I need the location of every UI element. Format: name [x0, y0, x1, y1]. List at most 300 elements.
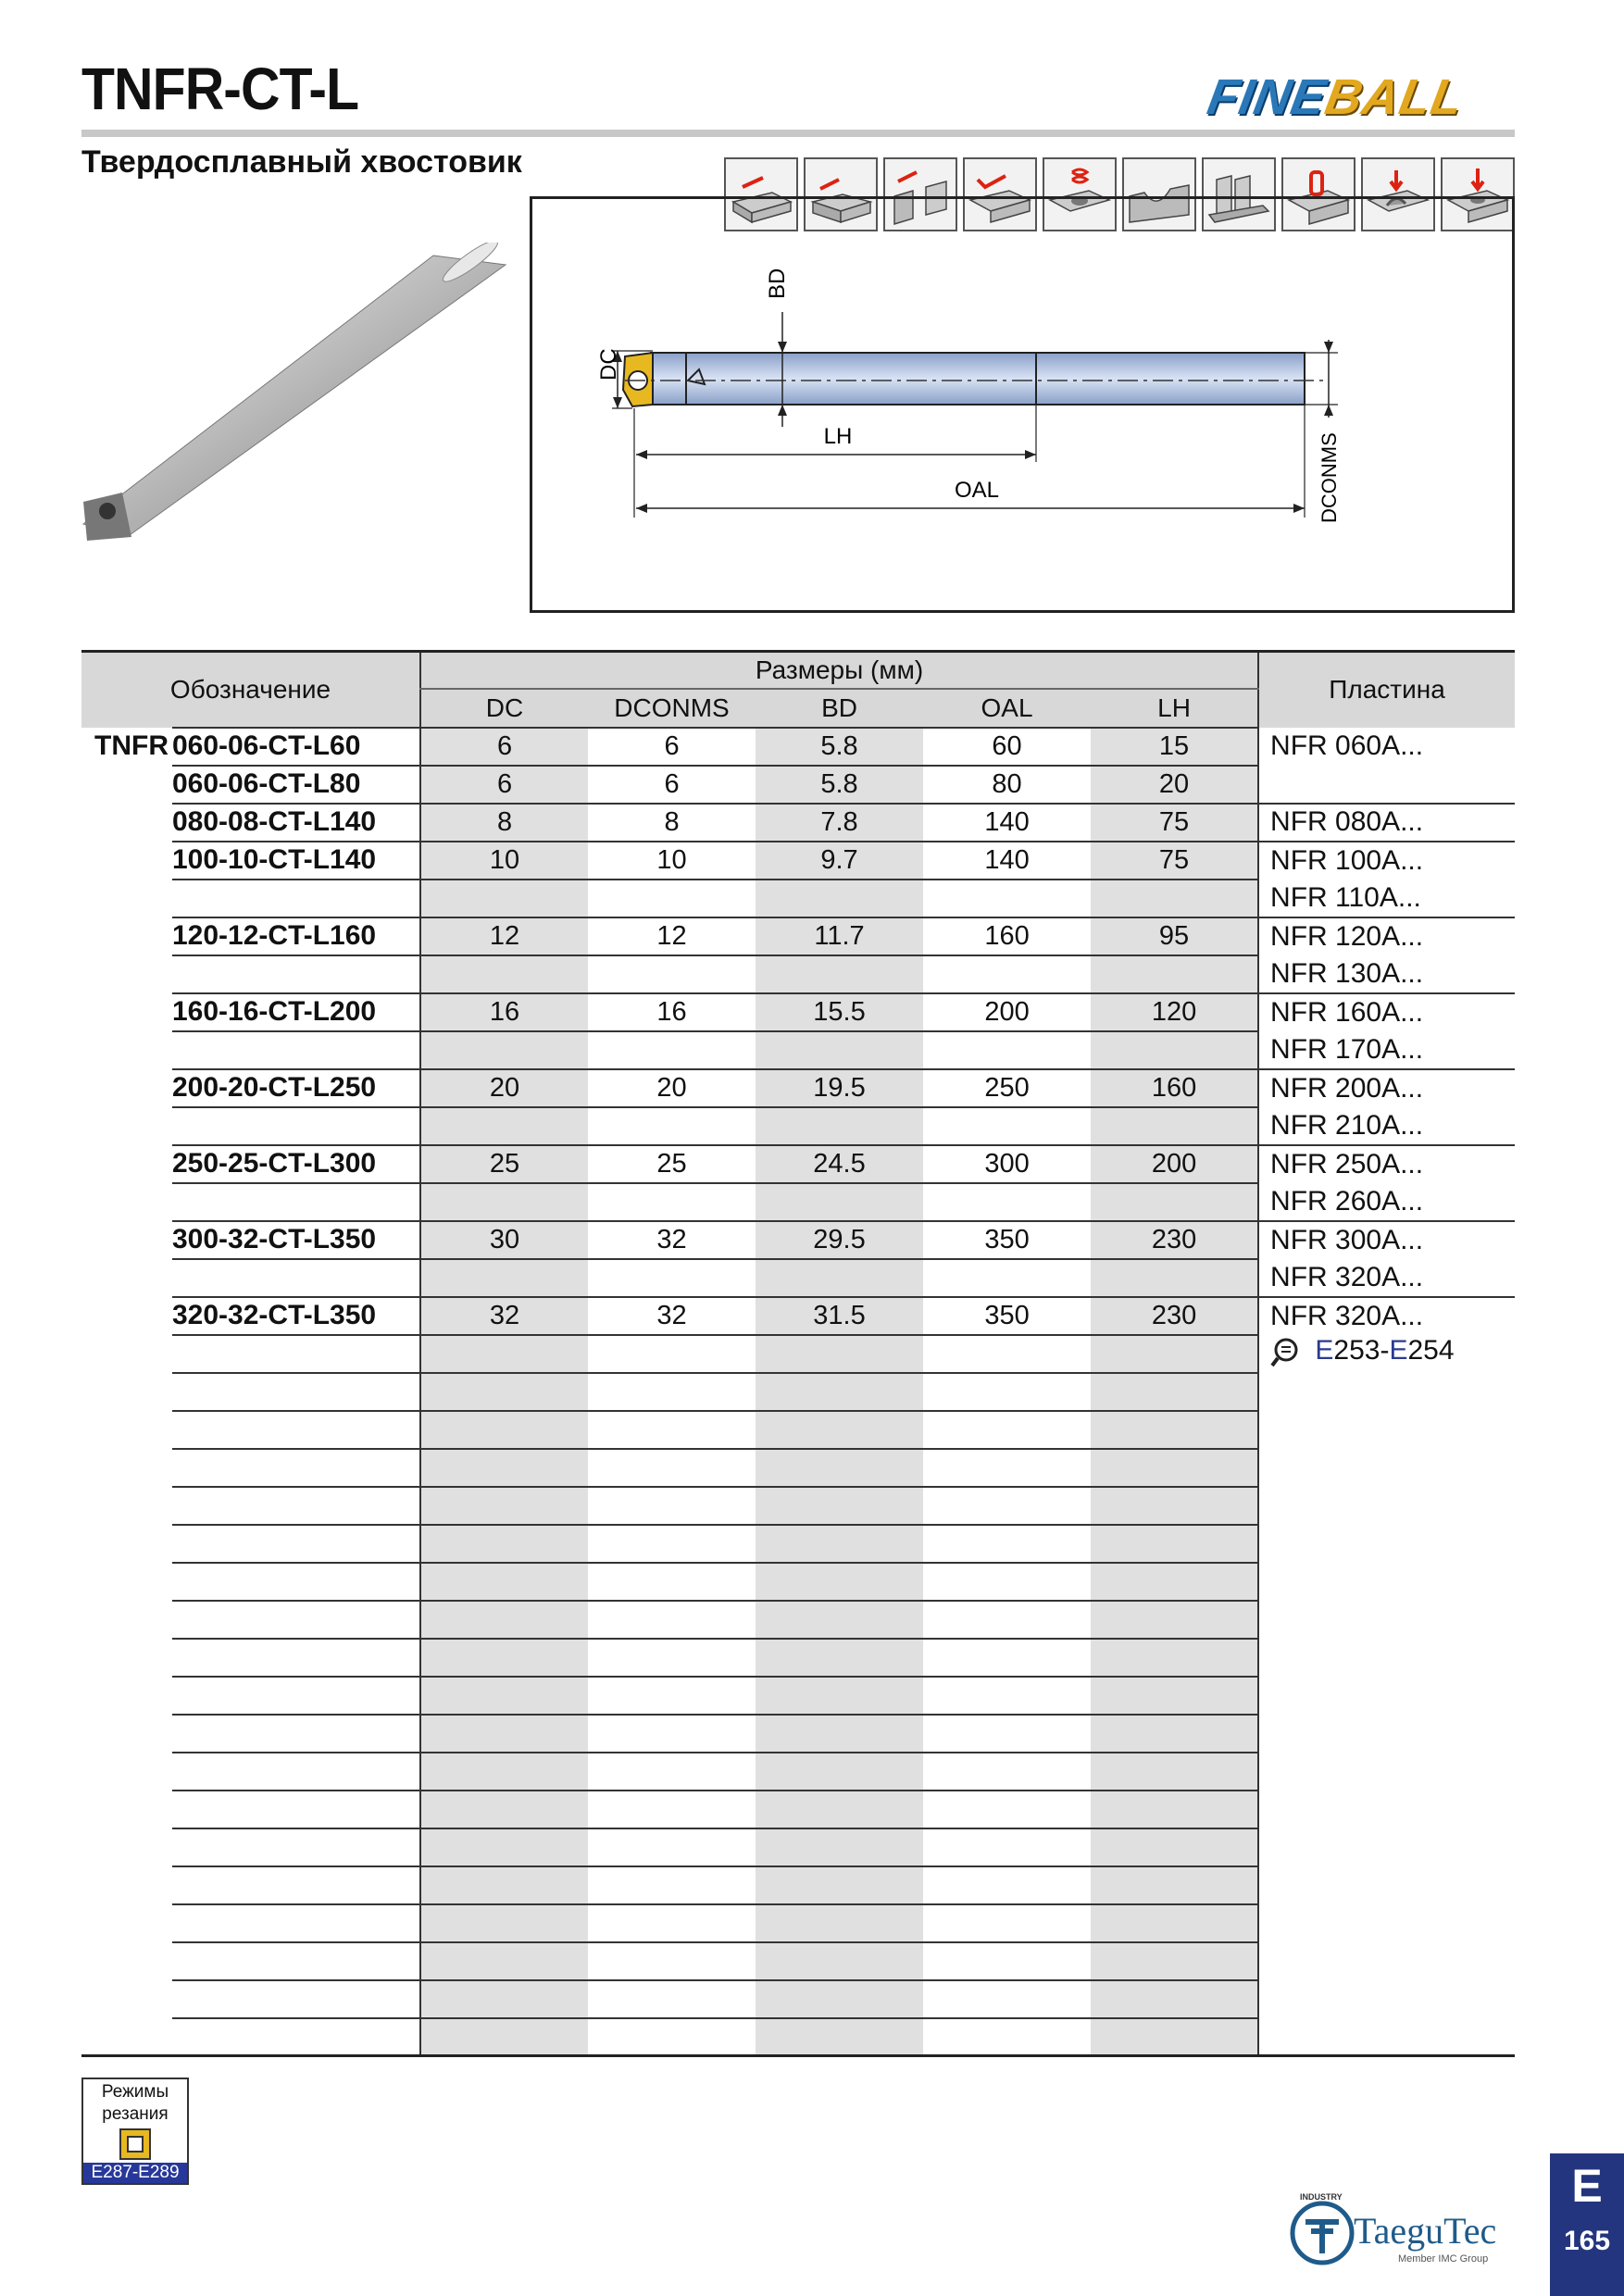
cell-empty [420, 1715, 588, 1753]
insert-empty [1258, 1791, 1515, 1828]
table-body [81, 728, 1515, 2056]
cell-dc: 20 [420, 1069, 588, 1107]
section-letter: E [1571, 2160, 1603, 2212]
designation: 200-20-CT-L250 [172, 1069, 420, 1107]
cell-oal: 300 [923, 1145, 1091, 1183]
cell-empty [420, 1373, 588, 1411]
prefix-spacer [81, 766, 172, 804]
header-dimensions: Размеры (мм) [420, 652, 1258, 689]
cutting-modes-icon [107, 2126, 163, 2163]
prefix-spacer [81, 1335, 172, 1373]
fineball-logo [1204, 69, 1468, 126]
cell-dc: 6 [420, 766, 588, 804]
insert-empty [1258, 1411, 1515, 1449]
cell-empty [923, 1031, 1091, 1069]
cell-lh: 75 [1091, 842, 1258, 880]
cell-empty [923, 1335, 1091, 1373]
prefix-spacer [81, 1373, 172, 1411]
table-row-empty [81, 1639, 1515, 1677]
cell-empty [1091, 1373, 1258, 1411]
prefix-spacer [81, 1715, 172, 1753]
cell-empty [1091, 2018, 1258, 2056]
cell-dc: 16 [420, 993, 588, 1031]
page-title: TNFR-CT-L [81, 56, 359, 122]
cell-bd: 5.8 [756, 766, 923, 804]
cell-bd: 9.7 [756, 842, 923, 880]
cell-bd: 7.8 [756, 804, 923, 842]
cell-empty [756, 1411, 923, 1449]
ref-page-1: 253 [1333, 1334, 1380, 1366]
cell-dc: 12 [420, 917, 588, 955]
prefix-spacer [81, 1677, 172, 1715]
cell-empty [588, 1259, 756, 1297]
insert-empty [1258, 1525, 1515, 1563]
cell-oal: 350 [923, 1297, 1091, 1335]
cell-empty [420, 1563, 588, 1601]
cell-empty [1091, 1791, 1258, 1828]
prefix-spacer [81, 1221, 172, 1259]
cell-bd: 29.5 [756, 1221, 923, 1259]
insert-designation: NFR 060A... [1258, 728, 1515, 766]
insert-empty [1258, 1980, 1515, 2018]
cell-empty [923, 1677, 1091, 1715]
insert-designation: NFR 300A... [1258, 1221, 1515, 1259]
designation-empty [172, 1107, 420, 1145]
cell-empty [756, 1601, 923, 1639]
insert-empty [1258, 1373, 1515, 1411]
table-row [81, 842, 1515, 880]
technical-drawing [530, 196, 1515, 613]
cell-empty [420, 1601, 588, 1639]
cell-oal: 160 [923, 917, 1091, 955]
designation: 060-06-CT-L60 [172, 728, 420, 766]
cell-empty [923, 2018, 1091, 2056]
table-row [81, 804, 1515, 842]
table-row [81, 917, 1515, 955]
prefix-spacer [81, 993, 172, 1031]
specifications-table [81, 650, 1515, 2057]
cell-empty [923, 1753, 1091, 1791]
cell-empty [420, 1639, 588, 1677]
cell-empty [588, 1866, 756, 1904]
label-oal: OAL [954, 478, 1000, 503]
table-row-empty [81, 1411, 1515, 1449]
designation-empty [172, 1904, 420, 1942]
cell-empty [756, 1449, 923, 1487]
table-row-empty [81, 1601, 1515, 1639]
table-row [81, 1069, 1515, 1107]
cell-bd: 31.5 [756, 1297, 923, 1335]
cell-empty [420, 1107, 588, 1145]
insert-page-reference[interactable] [1258, 1335, 1515, 1373]
logo-member: Member IMC Group [1398, 2253, 1489, 2265]
cell-bd: 15.5 [756, 993, 923, 1031]
cell-dc: 25 [420, 1145, 588, 1183]
designation: 060-06-CT-L80 [172, 766, 420, 804]
cell-lh: 95 [1091, 917, 1258, 955]
cell-empty [588, 2018, 756, 2056]
designation-empty [172, 1525, 420, 1563]
cell-empty [756, 1031, 923, 1069]
cell-oal: 350 [923, 1221, 1091, 1259]
cell-empty [588, 1335, 756, 1373]
cell-dconms: 20 [588, 1069, 756, 1107]
cell-empty [1091, 1259, 1258, 1297]
designation: 320-32-CT-L350 [172, 1297, 420, 1335]
cell-empty [1091, 1411, 1258, 1449]
table-row [81, 728, 1515, 766]
cell-empty [923, 1942, 1091, 1980]
cell-empty [588, 1449, 756, 1487]
cell-empty [756, 1639, 923, 1677]
table-row-empty [81, 1677, 1515, 1715]
cell-empty [420, 2018, 588, 2056]
prefix-spacer [81, 1487, 172, 1525]
insert-designation: NFR 110A... [1258, 880, 1515, 917]
cutting-modes-reference[interactable] [81, 2078, 189, 2185]
cell-empty [756, 1335, 923, 1373]
designation-empty [172, 1942, 420, 1980]
prefix-spacer [81, 1753, 172, 1791]
designation-empty [172, 1411, 420, 1449]
cell-empty [1091, 1335, 1258, 1373]
cell-empty [1091, 1753, 1258, 1791]
header-lh: LH [1091, 689, 1258, 728]
insert-empty [1258, 1639, 1515, 1677]
cell-bd: 24.5 [756, 1145, 923, 1183]
cell-empty [588, 1980, 756, 2018]
insert-designation [1258, 766, 1515, 804]
cell-empty [420, 880, 588, 917]
table-row-empty [81, 1904, 1515, 1942]
cell-dconms: 10 [588, 842, 756, 880]
cell-empty [923, 1639, 1091, 1677]
cell-empty [420, 1791, 588, 1828]
cell-empty [756, 1525, 923, 1563]
designation-empty [172, 1373, 420, 1411]
designation-empty [172, 1601, 420, 1639]
cell-empty [923, 1259, 1091, 1297]
brand-part-fine: FINE [1203, 69, 1331, 125]
cell-empty [923, 1828, 1091, 1866]
prefix-spacer [81, 804, 172, 842]
cell-empty [420, 1866, 588, 1904]
cell-dc: 10 [420, 842, 588, 880]
prefix-spacer [81, 1107, 172, 1145]
cell-oal: 200 [923, 993, 1091, 1031]
cell-lh: 230 [1091, 1297, 1258, 1335]
prefix-spacer [81, 1449, 172, 1487]
page-number: 165 [1563, 2226, 1611, 2256]
cell-empty [923, 1866, 1091, 1904]
designation: 160-16-CT-L200 [172, 993, 420, 1031]
cell-empty [923, 1791, 1091, 1828]
table-row-empty [81, 1980, 1515, 2018]
insert-designation: NFR 160A... [1258, 993, 1515, 1031]
cell-empty [588, 955, 756, 993]
cell-empty [588, 1601, 756, 1639]
prefix-spacer [81, 1942, 172, 1980]
insert-designation: NFR 120A... [1258, 917, 1515, 955]
prefix-spacer [81, 1563, 172, 1601]
designation-empty [172, 1487, 420, 1525]
designation-empty [172, 1639, 420, 1677]
insert-empty [1258, 1563, 1515, 1601]
cell-bd: 5.8 [756, 728, 923, 766]
cell-empty [420, 1753, 588, 1791]
cell-empty [756, 880, 923, 917]
title-divider [81, 130, 1515, 137]
table-row [81, 1145, 1515, 1183]
table-row-empty [81, 1791, 1515, 1828]
prefix-spacer [81, 1183, 172, 1221]
cell-empty [1091, 1601, 1258, 1639]
designation-empty [172, 1715, 420, 1753]
cell-dc: 32 [420, 1297, 588, 1335]
prefix-spacer [81, 1411, 172, 1449]
insert-designation: NFR 100A... [1258, 842, 1515, 880]
prefix-spacer [81, 1031, 172, 1069]
series-prefix: TNFR [94, 730, 169, 761]
designation-empty [172, 880, 420, 917]
designation-empty [172, 1449, 420, 1487]
designation-empty [172, 2018, 420, 2056]
cell-dc: 6 [420, 728, 588, 766]
designation: 250-25-CT-L300 [172, 1145, 420, 1183]
cell-lh: 230 [1091, 1221, 1258, 1259]
prefix-spacer [81, 1259, 172, 1297]
cell-empty [1091, 1866, 1258, 1904]
insert-designation: NFR 260A... [1258, 1183, 1515, 1221]
table-row-continuation [81, 1259, 1515, 1297]
cell-oal: 250 [923, 1069, 1091, 1107]
table-row-empty [81, 1866, 1515, 1904]
cell-empty [420, 1031, 588, 1069]
prefix-spacer [81, 842, 172, 880]
cell-empty [1091, 1449, 1258, 1487]
cell-empty [756, 1942, 923, 1980]
prefix-spacer [81, 917, 172, 955]
cell-dconms: 12 [588, 917, 756, 955]
cell-empty [1091, 1563, 1258, 1601]
cell-empty [756, 1373, 923, 1411]
cell-dc: 30 [420, 1221, 588, 1259]
insert-empty [1258, 1449, 1515, 1487]
insert-empty [1258, 1753, 1515, 1791]
cell-empty [588, 1563, 756, 1601]
designation-empty [172, 1980, 420, 2018]
cell-empty [588, 1791, 756, 1828]
cell-empty [1091, 1487, 1258, 1525]
table-row-empty [81, 1373, 1515, 1411]
table-row-continuation [81, 1183, 1515, 1221]
ref-prefix-2: E [1389, 1334, 1408, 1366]
prefix-spacer [81, 1601, 172, 1639]
cell-empty [923, 1525, 1091, 1563]
table-row-empty [81, 1563, 1515, 1601]
page-subtitle: Твердосплавный хвостовик [81, 144, 522, 180]
prefix-spacer [81, 1525, 172, 1563]
designation-empty [172, 1031, 420, 1069]
cell-empty [588, 1677, 756, 1715]
insert-empty [1258, 1487, 1515, 1525]
cell-empty [756, 1980, 923, 2018]
cell-empty [923, 1563, 1091, 1601]
cell-empty [923, 1183, 1091, 1221]
cell-empty [756, 1791, 923, 1828]
insert-empty [1258, 1866, 1515, 1904]
cell-empty [420, 1449, 588, 1487]
designation: 300-32-CT-L350 [172, 1221, 420, 1259]
cell-empty [420, 1183, 588, 1221]
table-row-empty [81, 1828, 1515, 1866]
cell-oal: 60 [923, 728, 1091, 766]
table-row-continuation [81, 955, 1515, 993]
table-row [81, 1297, 1515, 1335]
insert-empty [1258, 1715, 1515, 1753]
designation: 120-12-CT-L160 [172, 917, 420, 955]
cell-empty [420, 1487, 588, 1525]
designation: 100-10-CT-L140 [172, 842, 420, 880]
cell-empty [923, 1411, 1091, 1449]
cell-lh: 160 [1091, 1069, 1258, 1107]
insert-empty [1258, 2018, 1515, 2056]
cell-empty [420, 1942, 588, 1980]
prefix-spacer [81, 880, 172, 917]
cell-dconms: 25 [588, 1145, 756, 1183]
cell-empty [756, 1828, 923, 1866]
cell-empty [588, 1904, 756, 1942]
prefix-spacer [81, 2018, 172, 2056]
cell-empty [756, 1183, 923, 1221]
cell-empty [588, 1942, 756, 1980]
cell-empty [756, 1107, 923, 1145]
insert-empty [1258, 1942, 1515, 1980]
cell-empty [756, 1677, 923, 1715]
prefix-spacer [81, 1904, 172, 1942]
cell-empty [923, 1715, 1091, 1753]
designation-empty [172, 1677, 420, 1715]
cell-lh: 20 [1091, 766, 1258, 804]
modes-label-line1: Режимы [101, 2082, 169, 2102]
cell-empty [1091, 1677, 1258, 1715]
cell-empty [588, 1487, 756, 1525]
cell-bd: 11.7 [756, 917, 923, 955]
cell-empty [756, 1753, 923, 1791]
header-insert: Пластина [1258, 652, 1515, 728]
cell-empty [1091, 1828, 1258, 1866]
cell-bd: 19.5 [756, 1069, 923, 1107]
prefix-spacer [81, 1828, 172, 1866]
insert-designation: NFR 170A... [1258, 1031, 1515, 1069]
cell-empty [923, 1449, 1091, 1487]
designation-empty [172, 1563, 420, 1601]
cell-empty [756, 1715, 923, 1753]
cell-empty [923, 1487, 1091, 1525]
cell-lh: 120 [1091, 993, 1258, 1031]
table-row-empty [81, 1715, 1515, 1753]
cell-empty [1091, 1980, 1258, 2018]
cell-dconms: 32 [588, 1221, 756, 1259]
table-row-empty [81, 1335, 1515, 1373]
logo-industry: INDUSTRY [1300, 2192, 1343, 2202]
cell-empty [420, 1259, 588, 1297]
page-tab [1550, 2153, 1624, 2296]
cell-dconms: 16 [588, 993, 756, 1031]
designation-empty [172, 1791, 420, 1828]
insert-designation: NFR 080A... [1258, 804, 1515, 842]
cell-empty [923, 955, 1091, 993]
cell-empty [923, 880, 1091, 917]
cell-empty [1091, 1525, 1258, 1563]
cell-empty [756, 1866, 923, 1904]
cell-empty [588, 1715, 756, 1753]
insert-designation: NFR 320A... [1258, 1297, 1515, 1335]
cell-empty [420, 1677, 588, 1715]
insert-designation: NFR 130A... [1258, 955, 1515, 993]
cell-empty [923, 1601, 1091, 1639]
designation-empty [172, 1335, 420, 1373]
cell-empty [756, 1259, 923, 1297]
cell-oal: 80 [923, 766, 1091, 804]
designation-empty [172, 1828, 420, 1866]
cell-empty [756, 1487, 923, 1525]
table-row [81, 766, 1515, 804]
insert-designation: NFR 250A... [1258, 1145, 1515, 1183]
prefix-spacer [81, 1145, 172, 1183]
cell-empty [756, 955, 923, 993]
cell-empty [588, 1525, 756, 1563]
cell-empty [420, 1335, 588, 1373]
prefix-spacer [81, 1791, 172, 1828]
label-lh: LH [823, 424, 853, 449]
table-row [81, 993, 1515, 1031]
cell-oal: 140 [923, 842, 1091, 880]
cell-empty [1091, 1031, 1258, 1069]
header-dconms: DCONMS [588, 689, 756, 728]
insert-designation: NFR 320A... [1258, 1259, 1515, 1297]
table-row-continuation [81, 1031, 1515, 1069]
taegutec-logo [1287, 2192, 1497, 2273]
cell-empty [588, 1639, 756, 1677]
header-dc: DC [420, 689, 588, 728]
header-oal: OAL [923, 689, 1091, 728]
designation-empty [172, 955, 420, 993]
designation-empty [172, 1753, 420, 1791]
prefix-spacer [81, 1297, 172, 1335]
prefix-spacer [81, 955, 172, 993]
insert-empty [1258, 1904, 1515, 1942]
modes-page-ref: E287-E289 [83, 2163, 187, 2183]
cell-lh: 200 [1091, 1145, 1258, 1183]
table-row [81, 1221, 1515, 1259]
insert-designation: NFR 210A... [1258, 1107, 1515, 1145]
cell-empty [420, 1980, 588, 2018]
header-bd: BD [756, 689, 923, 728]
cell-empty [923, 1373, 1091, 1411]
cell-empty [1091, 955, 1258, 993]
cell-empty [923, 1980, 1091, 2018]
table-row-empty [81, 1525, 1515, 1563]
cell-lh: 75 [1091, 804, 1258, 842]
cell-empty [756, 2018, 923, 2056]
cell-empty [1091, 880, 1258, 917]
cell-empty [588, 1373, 756, 1411]
table-row-continuation [81, 880, 1515, 917]
cell-empty [588, 1828, 756, 1866]
insert-designation: NFR 200A... [1258, 1069, 1515, 1107]
cell-empty [420, 1525, 588, 1563]
